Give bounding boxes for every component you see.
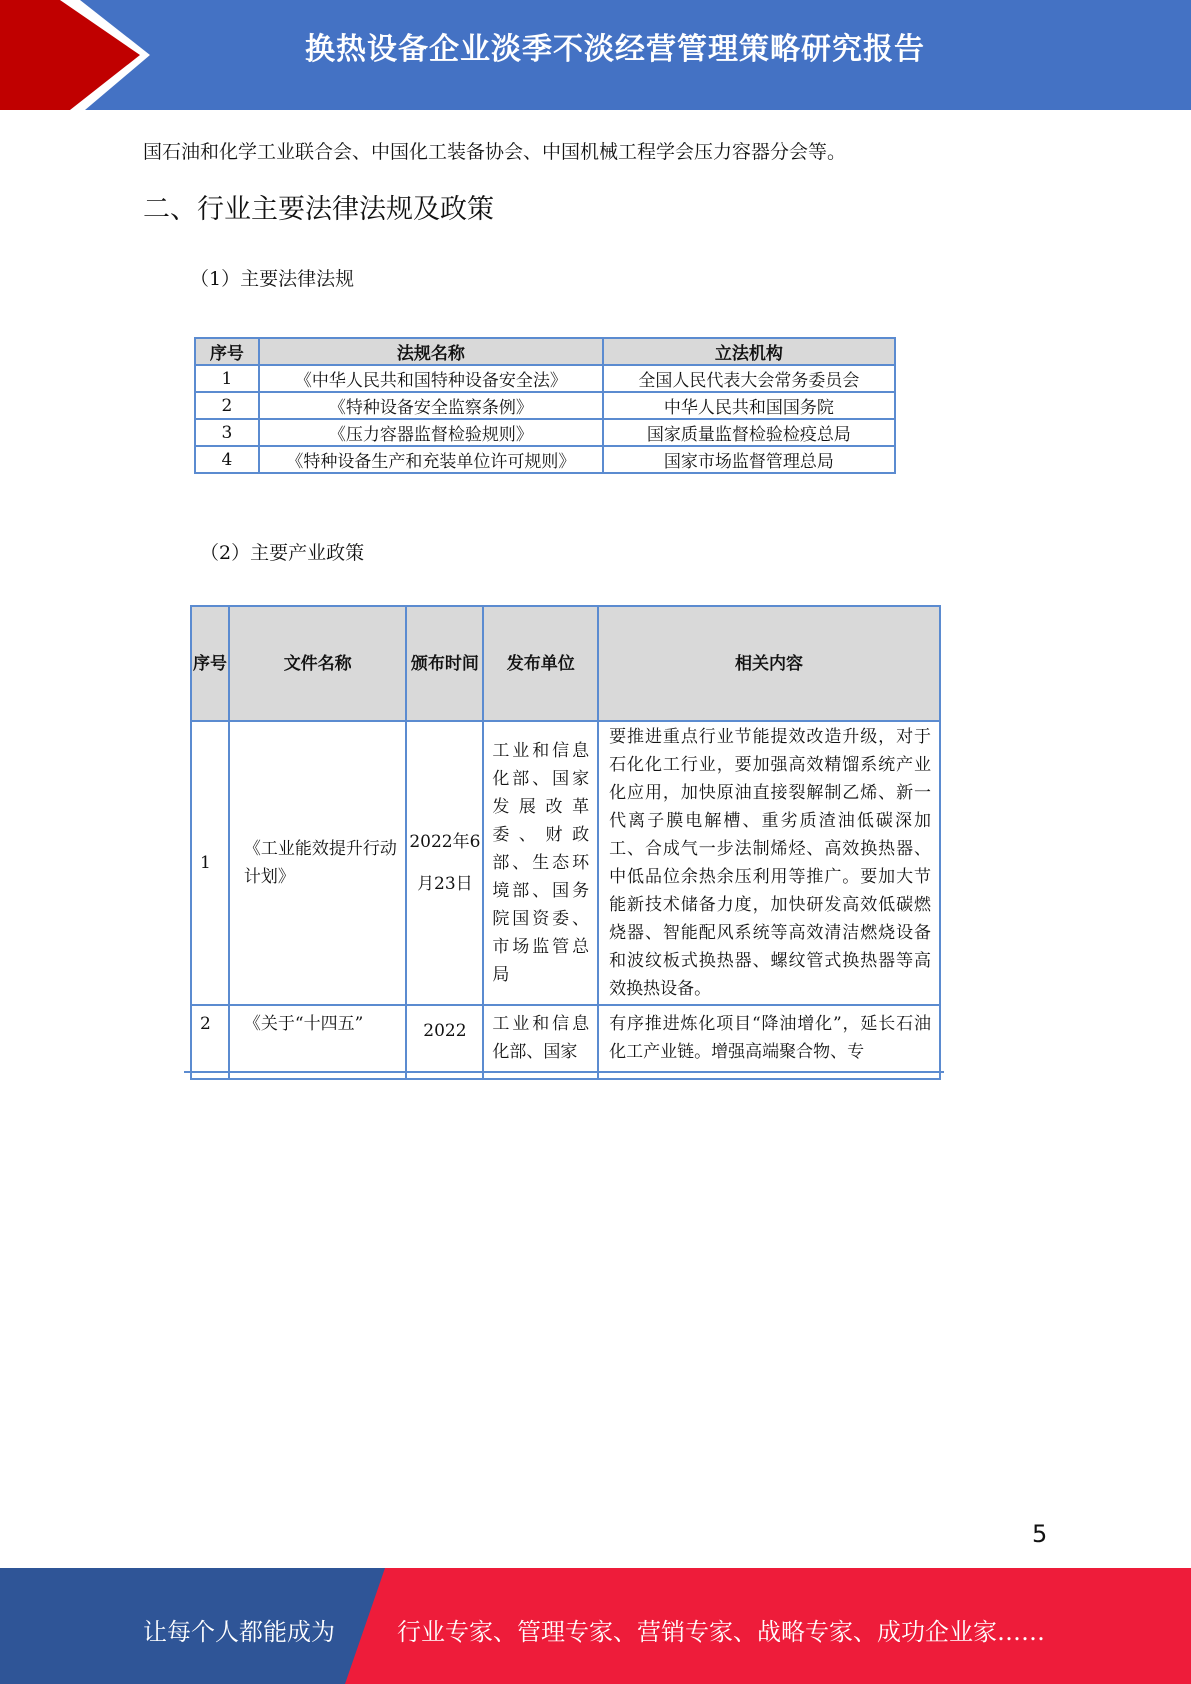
law-name: 《特种设备生产和充装单位许可规则》 <box>259 446 603 473</box>
issue-date: 2022 <box>406 1005 483 1079</box>
header-cell: 发布单位 <box>483 606 598 721</box>
header-cell: 序号 <box>195 338 259 365</box>
issue-date: 2022年6月23日 <box>406 721 483 1005</box>
header-bar <box>0 0 1191 110</box>
table-row <box>191 721 940 1005</box>
table-row <box>195 365 895 392</box>
header-cell: 相关内容 <box>598 606 940 721</box>
table-row <box>195 392 895 419</box>
document-name: 《工业能效提升行动计划》 <box>229 721 407 1005</box>
table-row <box>195 419 895 446</box>
table-row <box>191 1005 940 1079</box>
footer-slogan-left: 让每个人都能成为 <box>143 1618 335 1646</box>
table-header-row <box>195 338 895 365</box>
row-number: 3 <box>195 419 259 446</box>
legislative-body: 中华人民共和国国务院 <box>603 392 895 419</box>
header-cell: 文件名称 <box>229 606 407 721</box>
subsection-laws: （1）主要法律法规 <box>190 268 355 290</box>
row-number: 4 <box>195 446 259 473</box>
header-cell: 立法机构 <box>603 338 895 365</box>
related-content: 有序推进炼化项目“降油增化”，延长石油化工产业链。增强高端聚合物、专 <box>598 1005 940 1079</box>
row-number: 1 <box>191 721 229 1005</box>
report-title: 换热设备企业淡季不淡经营管理策略研究报告 <box>305 32 925 67</box>
issuing-body: 工业和信息化部、国家发展改革委、财政部、生态环境部、国务院国资委、市场监管总局 <box>483 721 598 1005</box>
laws-table <box>194 337 896 474</box>
intro-paragraph: 国石油和化学工业联合会、中国化工装备协会、中国机械工程学会压力容器分会等。 <box>143 141 847 163</box>
subsection-policies: （2）主要产业政策 <box>200 542 365 564</box>
law-name: 《中华人民共和国特种设备安全法》 <box>259 365 603 392</box>
row-number: 2 <box>191 1005 229 1079</box>
header-cell: 法规名称 <box>259 338 603 365</box>
table-row <box>195 446 895 473</box>
policy-table <box>190 605 941 1080</box>
law-name: 《压力容器监督检验规则》 <box>259 419 603 446</box>
document-name: 《关于“十四五” <box>229 1005 407 1079</box>
header-cell: 序号 <box>191 606 229 721</box>
table-header-row <box>191 606 940 721</box>
legislative-body: 全国人民代表大会常务委员会 <box>603 365 895 392</box>
section-title: 二、行业主要法律法规及政策 <box>143 194 494 225</box>
row-number: 2 <box>195 392 259 419</box>
table-cut-line <box>184 1071 944 1073</box>
row-number: 1 <box>195 365 259 392</box>
footer-slogan-right: 行业专家、管理专家、营销专家、战略专家、成功企业家…… <box>397 1618 1045 1646</box>
header-cell: 颁布时间 <box>406 606 483 721</box>
legislative-body: 国家质量监督检验检疫总局 <box>603 419 895 446</box>
issuing-body: 工业和信息化部、国家 <box>483 1005 598 1079</box>
law-name: 《特种设备安全监察条例》 <box>259 392 603 419</box>
related-content: 要推进重点行业节能提效改造升级，对于石化化工行业，要加强高效精馏系统产业化应用，加快原油直接裂解制乙烯、新一代离子膜电解槽、重劣质渣油低碳深加工、合成气一步法制烯烃、高效换热器、中低品位余热余压利用等推广。要加大节能新技术储备力度，加快研发高效低碳燃烧器、智能配风系统等高效清洁燃烧设备和波纹板式换热器、螺纹管式换热器等高效换热设备。 <box>598 721 940 1005</box>
page-number: 5 <box>1032 1520 1048 1548</box>
legislative-body: 国家市场监督管理总局 <box>603 446 895 473</box>
